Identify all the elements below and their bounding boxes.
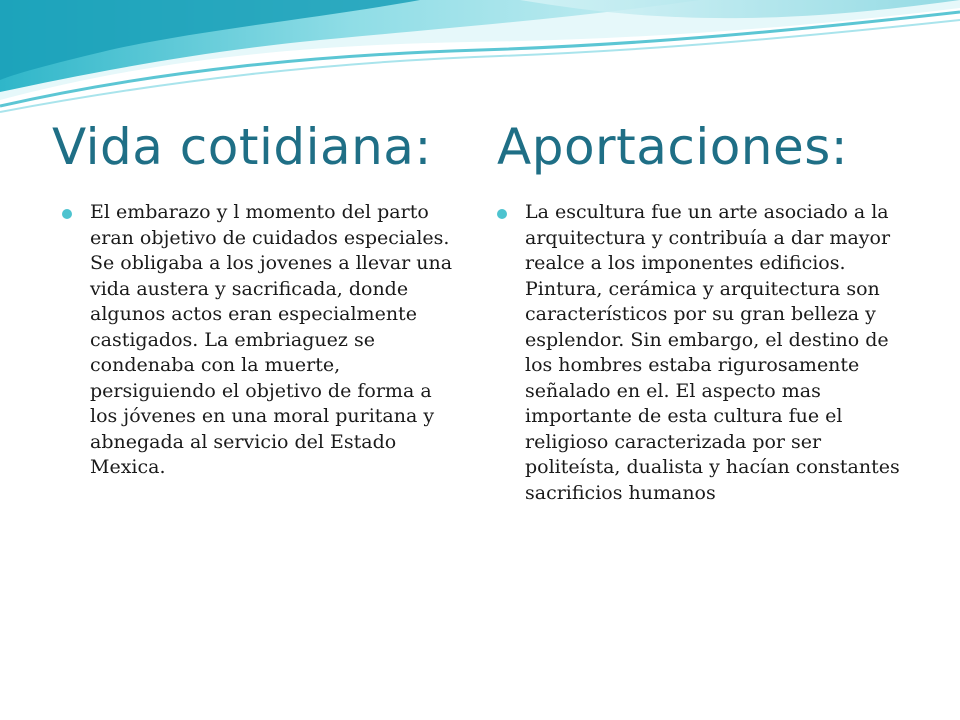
decorative-wave-banner: [0, 0, 960, 120]
left-bullet-item: [62, 200, 462, 481]
right-bullet-list: [497, 200, 912, 506]
right-bullet-item: [497, 200, 912, 506]
bullet-dot-icon: [497, 209, 507, 219]
left-column-title: Vida cotidiana:: [52, 118, 432, 176]
left-paragraph: El embarazo y l momento del parto eran objetivo de cuidados especiales. Se obligaba a los jovenes a llevar una vida austera y sacrificada, donde algunos actos eran especialmente castigados. La embriaguez se condenaba con la muerte, persiguiendo el objetivo de forma a los jóvenes en una moral puritana y abnegada al servicio del Estado Mexica.: [90, 201, 453, 478]
right-paragraph: La escultura fue un arte asociado a la arquitectura y contribuía a dar mayor realce a los imponentes edificios. Pintura, cerámica y arquitectura son característicos por su gran belleza y esplendor. Sin embargo, el destino de los hombres estaba rigurosamente señalado en el. El aspecto mas importante de esta cultura fue el religioso caracterizada por ser politeísta, dualista y hacían constantes sacrificios humanos: [525, 201, 900, 504]
left-bullet-list: [62, 200, 462, 481]
right-column-title: Aportaciones:: [497, 118, 849, 176]
bullet-dot-icon: [62, 209, 72, 219]
